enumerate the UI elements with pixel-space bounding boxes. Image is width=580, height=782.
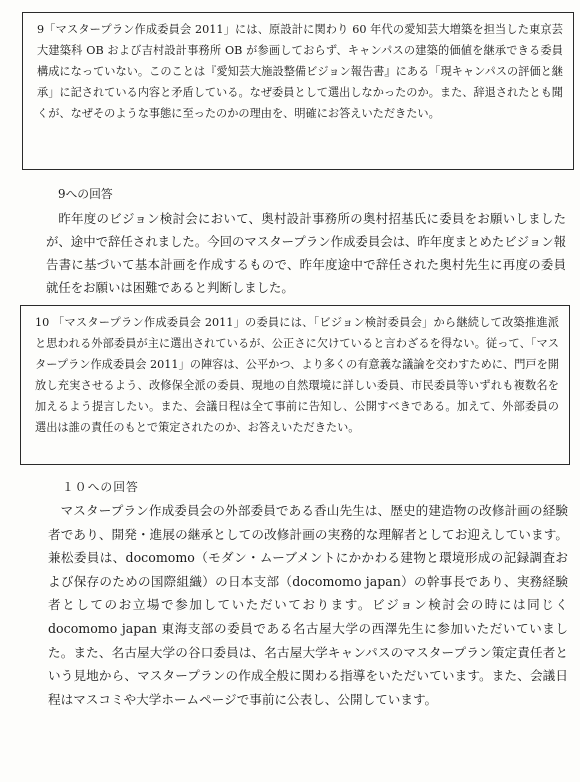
answer-9-text: 昨年度のビジョン検討会において、奥村設計事務所の奥村招基氏に委員をお願いしましたが、途中で辞任されました。今回のマスタープラン作成委員会は、昨年度まとめたビジョン報告書に基づいて基本計画を作成するもので、昨年度途中で辞任された奥村先生に再度の委員就任をお願いは困難であると判断しました。 bbox=[46, 211, 566, 295]
question-9-text: 9「マスタープラン作成委員会 2011」には、原設計に関わり 60 年代の愛知芸大増築を担当した東京芸大建築科 OB および吉村設計事務所 OB が参画しておらず、キャンパスの建築的価値を継承できる委員構成になっていない。このことは『愛知芸大施設整備ビジョン報告書』にある「現キャンパスの評価と継承」に記されている内容と矛盾している。なぜ委員として選出しなかったのか。また、辞退されたとも聞くが、なぜそのような事態に至ったのかの理由を、明確にお答えいただきたい。 bbox=[37, 23, 563, 120]
answer-10-text: マスタープラン作成委員会の外部委員である香山先生は、歴史的建造物の改修計画の経験者であり、開発・進展の継承としての改修計画の実務的な理解者としてお迎えしています。兼松委員は、docomomo（モダン・ムーブメントにかかわる建物と環境形成の記録調査および保存のための国際組織）の日本支部（docomomo japan）の幹事長であり、実務経験者としてのお立場で参加していただいております。ビジョン検討会の時には同じく docomomo japan 東海支部の委員である名古屋大学の西澤先生に参加いただいていました。また、名古屋大学の谷口委員は、名古屋大学キャンパスのマスタープラン策定責任者という見地から、マスタープランの作成全般に関わる指導をいただいています。また、会議日程はマスコミや大学ホームページで事前に公表し、公開しています。 bbox=[48, 503, 568, 707]
question-10-box bbox=[20, 305, 570, 465]
question-10-text: 10 「マスタープラン作成委員会 2011」の委員には、「ビジョン検討委員会」から継続して改築推進派と思われる外部委員が主に選出されているが、公正さに欠けていると言わざるを得ない。従って、「マスタープラン作成委員会 2011」の陣容は、公平かつ、より多くの有意義な議論を交わすために、門戸を開放し充実させるよう、改修保全派の委員、現地の自然環境に詳しい委員、市民委員等いずれも複数名を加えるよう提言したい。また、会議日程は全て事前に告知し、公開すべきである。加えて、外部委員の選出は誰の責任のもとで策定されたのか、お答えいただきたい。 bbox=[35, 316, 559, 434]
question-9-box bbox=[22, 12, 574, 170]
answer-10-heading: １０への回答 bbox=[62, 480, 139, 494]
answer-9-heading: 9への回答 bbox=[58, 187, 113, 201]
